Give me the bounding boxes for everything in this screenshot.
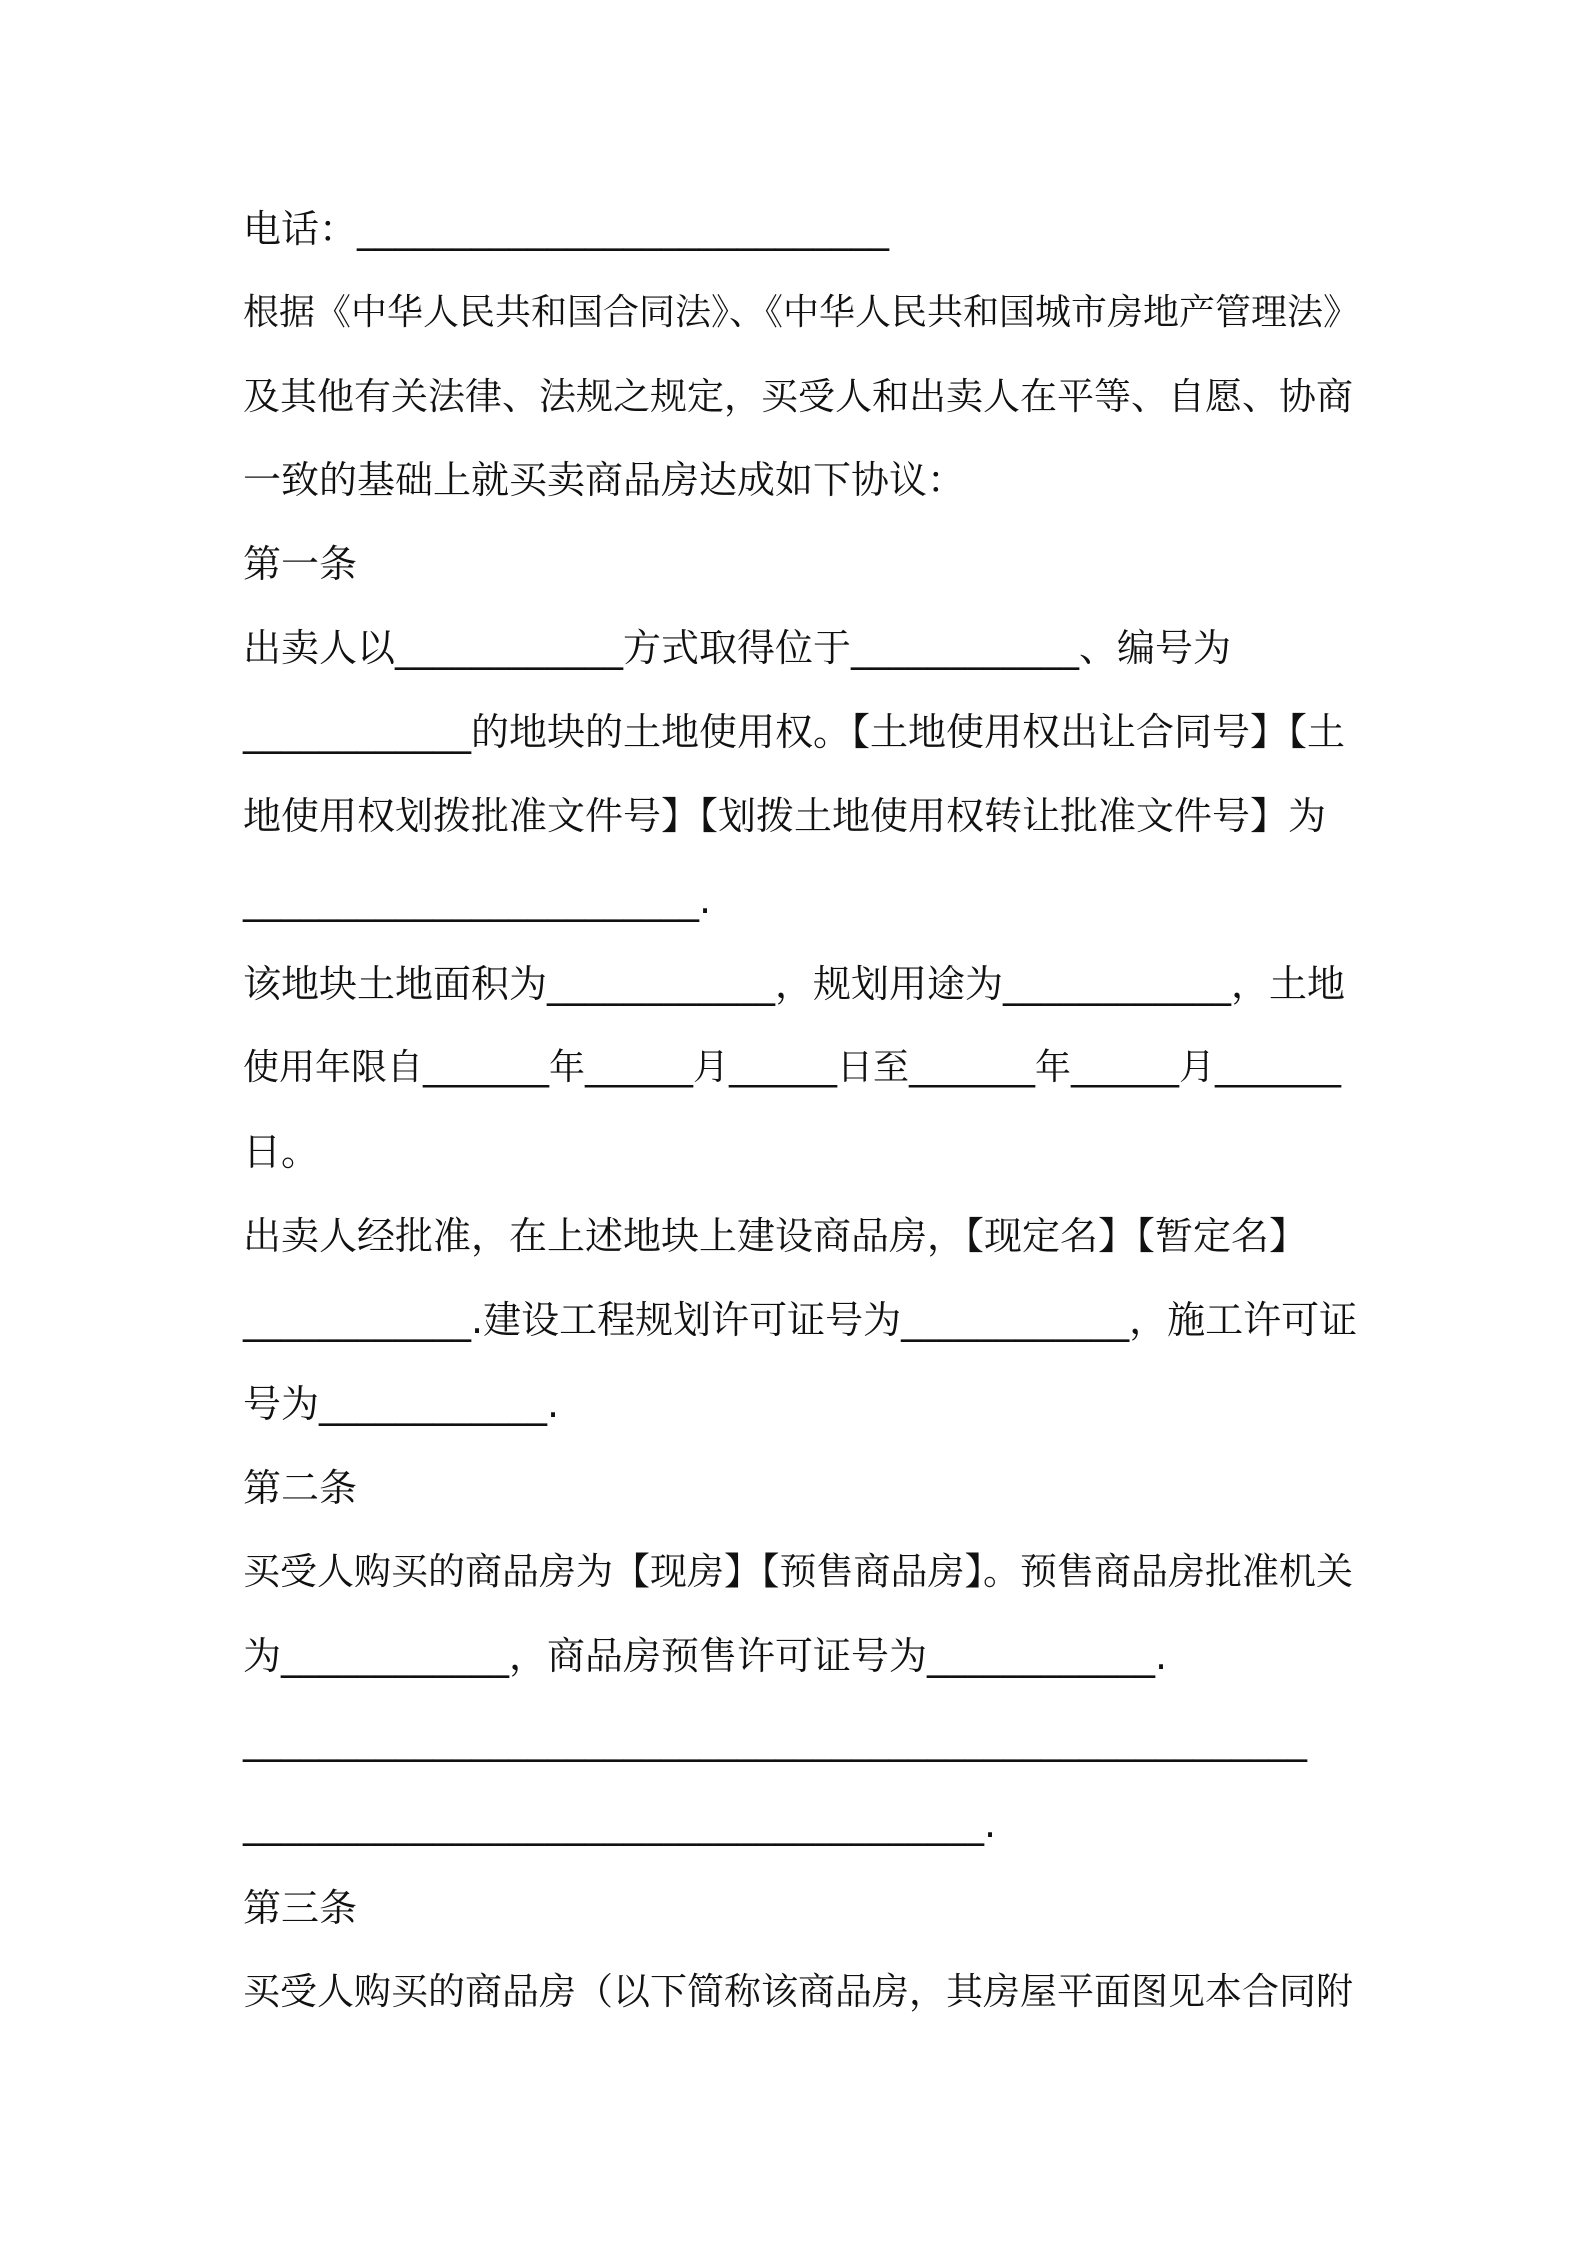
paragraph-line: 使用年限自_______年______月______日至_______年______月_______ (243, 1047, 1342, 1088)
paragraph-line: 买受人购买的商品房为【现房】【预售商品房】。预售商品房批准机关 (243, 1550, 1353, 1593)
paragraph-line: 买受人购买的商品房（以下简称该商品房，其房屋平面图见本合同附 (243, 1970, 1353, 2013)
paragraph-line: ____________.建设工程规划许可证号为____________，施工许可证 (243, 1298, 1358, 1342)
paragraph-line: 根据《中华人民共和国合同法》、《中华人民共和国城市房地产管理法》 (243, 292, 1360, 333)
paragraph-line: 为____________，商品房预售许可证号为____________. (243, 1634, 1168, 1678)
paragraph-line: 及其他有关法律、法规之规定，买受人和出卖人在平等、自愿、协商 (243, 375, 1353, 418)
paragraph-line: 日。 (243, 1130, 320, 1174)
paragraph-line: 号为____________. (243, 1382, 560, 1426)
paragraph-line: 出卖人以____________方式取得位于____________、编号为 (243, 626, 1232, 670)
paragraph-line: ________________________. (243, 878, 712, 922)
paragraph-line: ____________的地块的土地使用权。【土地使用权出让合同号】【土 (243, 710, 1346, 754)
article-1-heading: 第一条 (243, 542, 358, 586)
paragraph-line: 出卖人经批准，在上述地块上建设商品房，【现定名】【暂定名】 (243, 1214, 1308, 1258)
paragraph-line: 地使用权划拨批准文件号】【划拨土地使用权转让批准文件号】为 (243, 794, 1327, 838)
phone-line: 电话：____________________________ (243, 207, 890, 251)
blank-line: ________________________________________________________ (243, 1718, 1307, 1762)
paragraph-line: 该地块土地面积为____________，规划用途为____________，土地 (243, 962, 1346, 1006)
article-3-heading: 第三条 (243, 1886, 358, 1930)
paragraph-line: 一致的基础上就买卖商品房达成如下协议： (243, 458, 966, 502)
article-2-heading: 第二条 (243, 1466, 358, 1510)
blank-line: _______________________________________. (243, 1802, 997, 1846)
